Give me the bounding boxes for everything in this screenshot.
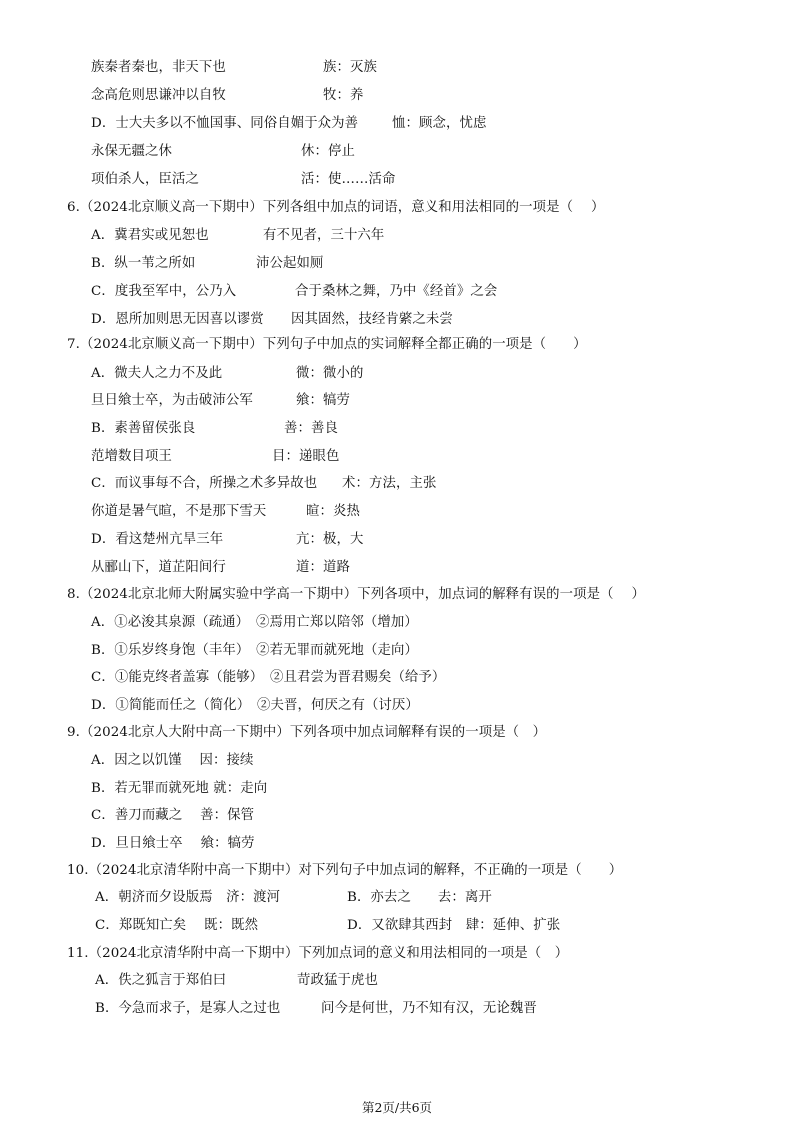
text-segment: 暄：炎热 bbox=[306, 504, 360, 519]
text-segment: 沛公起如厕 bbox=[256, 256, 324, 271]
text-segment: 目：递眼色 bbox=[272, 449, 340, 464]
text-segment: B．素善留侯张良 bbox=[91, 421, 196, 436]
text-segment: 恤：顾念，忧虑 bbox=[392, 116, 487, 131]
text-segment: 你道是暑气暄，不是那下雪天 bbox=[91, 504, 267, 519]
text-segment: 6.（2024北京顺义高一下期中）下列各组中加点的词语，意义和用法相同的一项是（ ） bbox=[67, 200, 605, 215]
text-segment: 合于桑林之舞，乃中《经首》之会 bbox=[295, 284, 498, 299]
text-segment: C．①能克终者盖寡（能够） ②且君尝为晋君赐矣（给予） bbox=[91, 670, 446, 685]
text-segment: 道：道路 bbox=[296, 560, 350, 575]
text-segment: D．①简能而任之（简化） ②夫晋，何厌之有（讨厌） bbox=[91, 698, 419, 713]
text-segment: D．看这楚州亢旱三年 bbox=[91, 532, 224, 547]
text-segment: 旦日飨士卒，为击破沛公军 bbox=[91, 393, 253, 408]
text-segment: 苛政猛于虎也 bbox=[297, 973, 378, 988]
text-segment: 范增数目项王 bbox=[91, 449, 172, 464]
text-segment: A．①必浚其泉源（疏通） ②焉用亡郑以陪邻（增加） bbox=[91, 615, 418, 630]
text-segment: 微：微小的 bbox=[296, 366, 364, 381]
text-segment: C．度我至军中，公乃入 bbox=[91, 284, 237, 299]
text-segment: 7.（2024北京顺义高一下期中）下列句子中加点的实词解释全都正确的一项是（ ） bbox=[67, 337, 587, 352]
text-segment: 牧：养 bbox=[323, 88, 364, 103]
text-segment: A．因之以饥馑 因：接续 bbox=[91, 753, 254, 768]
text-segment: 活：使……活命 bbox=[301, 172, 396, 187]
text-segment: A．朝济而夕设版焉 济：渡河 bbox=[95, 890, 281, 905]
text-segment: D．士大夫多以不恤国事、同俗自媚于众为善 bbox=[91, 116, 359, 131]
text-segment: A．佚之狐言于郑伯曰 bbox=[95, 973, 227, 988]
text-segment: 族秦者秦也，非天下也 bbox=[91, 60, 226, 75]
text-segment: D．又欲肆其西封 肆：延伸、扩张 bbox=[347, 918, 561, 933]
text-segment: 因其固然，技经肯綮之未尝 bbox=[291, 312, 453, 327]
text-segment: C．善刀而藏之 善：保管 bbox=[91, 808, 255, 823]
text-segment: 8.（2024北京北师大附属实验中学高一下期中）下列各项中，加点词的解释有误的一项是（ ） bbox=[67, 587, 645, 602]
text-segment: 从郦山下，道芷阳间行 bbox=[91, 560, 226, 575]
text-segment: D．旦日飨士卒 飨：犒劳 bbox=[91, 836, 255, 851]
text-segment: 9.（2024北京人大附中高一下期中）下列各项中加点词解释有误的一项是（ ） bbox=[67, 725, 547, 740]
text-segment: A．微夫人之力不及此 bbox=[91, 366, 223, 381]
text-segment: 休：停止 bbox=[301, 144, 355, 159]
text-segment: A．冀君实或见恕也 bbox=[91, 228, 209, 243]
text-segment: 族：灭族 bbox=[323, 60, 377, 75]
text-segment: C．而议事每不合，所操之术多异故也 bbox=[91, 476, 318, 491]
text-segment: 11.（2024北京清华附中高一下期中）下列加点词的意义和用法相同的一项是（ ） bbox=[67, 946, 569, 961]
text-segment: 念高危则思谦冲以自牧 bbox=[91, 88, 226, 103]
text-segment: B．亦去之 去：离开 bbox=[347, 890, 492, 905]
page-footer: 第2页/共6页 bbox=[361, 1100, 433, 1115]
text-segment: 项伯杀人，臣活之 bbox=[91, 172, 199, 187]
text-segment: C．郑既知亡矣 既：既然 bbox=[95, 918, 259, 933]
text-segment: B．①乐岁终身饱（丰年） ②若无罪而就死地（走向） bbox=[91, 643, 419, 658]
text-segment: 10.（2024北京清华附中高一下期中）对下列句子中加点词的解释，不正确的一项是（ ） bbox=[67, 863, 623, 878]
text-segment: B．纵一苇之所如 bbox=[91, 256, 196, 271]
text-segment: 飨：犒劳 bbox=[296, 393, 350, 408]
text-segment: D．恩所加则思无因喜以谬赏 bbox=[91, 312, 264, 327]
text-segment: 善：善良 bbox=[284, 421, 338, 436]
text-segment: 永保无疆之休 bbox=[91, 144, 172, 159]
text-segment: B．若无罪而就死地 就：走向 bbox=[91, 781, 268, 796]
text-segment: 亢：极，大 bbox=[296, 532, 364, 547]
text-segment: B．今急而求子，是寡人之过也 bbox=[95, 1001, 281, 1016]
text-segment: 有不见者，三十六年 bbox=[263, 228, 385, 243]
text-segment: 问今是何世，乃不知有汉，无论魏晋 bbox=[321, 1001, 537, 1016]
text-segment: 术：方法，主张 bbox=[342, 476, 437, 491]
